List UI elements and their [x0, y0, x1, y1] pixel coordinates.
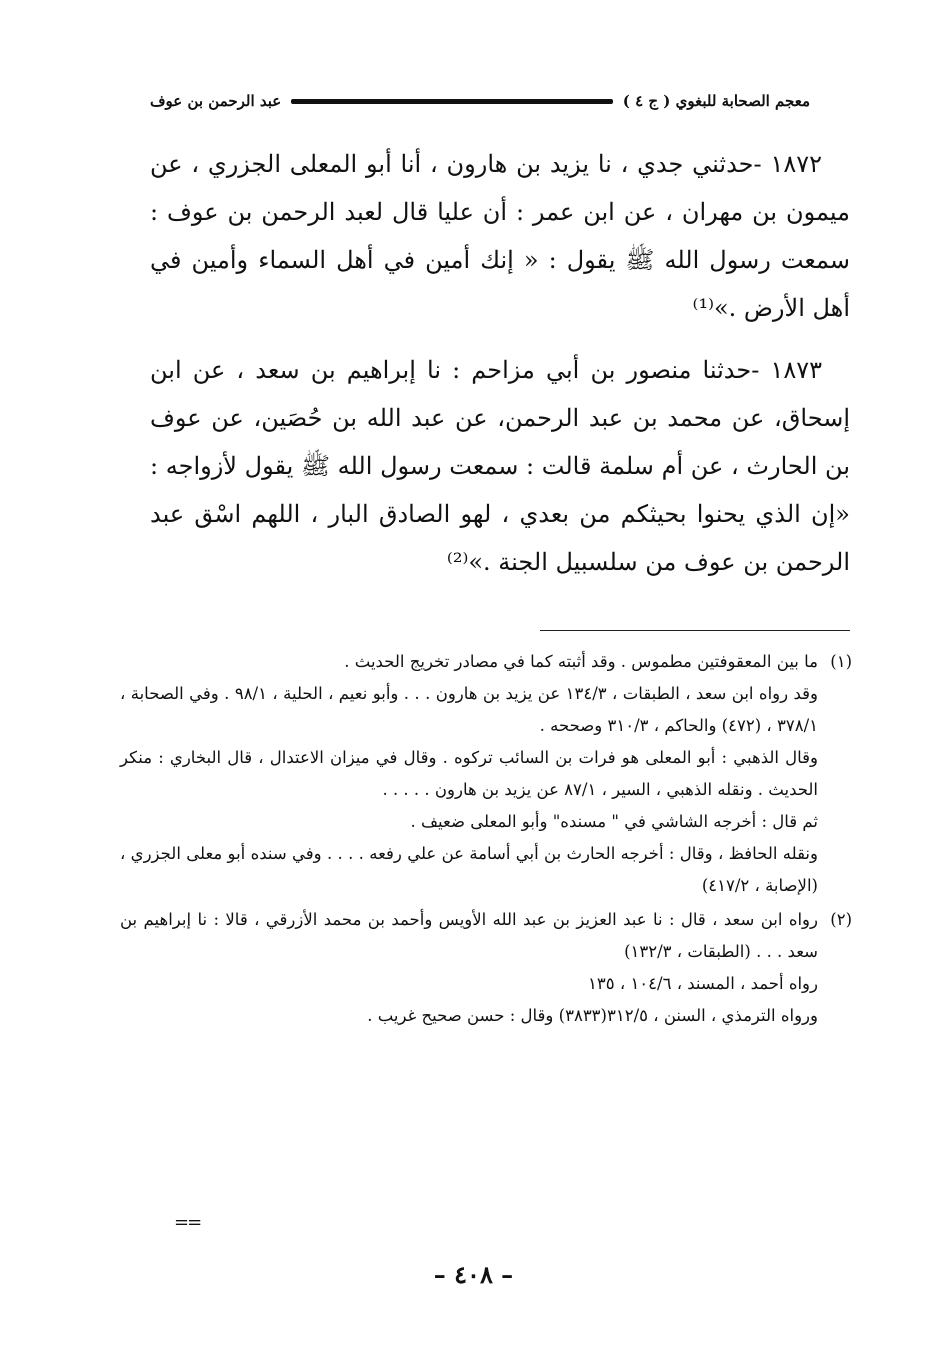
hadith-1872: ١٨٧٢ -حدثني جدي ، نا يزيد بن هارون ، أنا أبو المعلى الجزري ، عن ميمون بن مهران ، عن ابن عمر : أن عليا قال لعبد الرحمن بن عوف : سمعت رسول الله ﷺ يقول : « إنك أمين في أهل السماء وأمين في أهل الأرض .»⁽¹⁾ — [150, 150, 850, 322]
book-title: معجم الصحابة للبغوي ( ج ٤ ) — [622, 92, 810, 110]
end-marks: == — [174, 1212, 201, 1233]
footnote-line: ونقله الحافظ ، وقال : أخرجه الحارث بن أبي أسامة عن علي رفعه . . . . وفي سنده أبو معلى الجزري ، (الإصابة ، ٤١٧/٢) — [120, 844, 818, 895]
footnote-line: ما بين المعقوفتين مطموس . وقد أثبته كما في مصادر تخريج الحديث . — [344, 652, 818, 671]
page-number: – ٤٠٨ – — [433, 1260, 514, 1289]
main-text — [150, 140, 850, 600]
footnote-1 — [120, 646, 852, 902]
hadith-1873: ١٨٧٣ -حدثنا منصور بن أبي مزاحم : نا إبراهيم بن سعد ، عن ابن إسحاق، عن محمد بن عبد الرحمن، عن عبد الله بن حُصَين، عن عوف بن الحارث ، عن أم سلمة قالت : سمعت رسول الله ﷺ يقول لأزواجه : «إن الذي يحنوا بحيثكم من بعدي ، لهو الصادق البار ، اللهم اسْق عبد الرحمن بن عوف من سلسبيل الجنة .»⁽²⁾ — [150, 356, 850, 576]
footnotes — [120, 646, 852, 1034]
footnote-separator — [540, 630, 850, 631]
footnote-line: رواه أحمد ، المسند ، ١٠٤/٦ ، ١٣٥ — [588, 974, 818, 993]
running-header — [150, 84, 810, 118]
header-rule — [291, 99, 613, 104]
footnote-line: وقال الذهبي : أبو المعلى هو فرات بن السائب تركوه . وقال في ميزان الاعتدال ، قال البخاري : منكر الحديث . ونقله الذهبي ، السير ، ٨٧/١ عن يزيد بن هارون . . . . . — [120, 748, 818, 799]
footnote-2 — [120, 904, 852, 1032]
footnote-number: (٢) — [830, 910, 852, 929]
footnote-line: ورواه الترمذي ، السنن ، ٣١٢/٥(٣٨٣٣) وقال : حسن صحيح غريب . — [367, 1006, 818, 1025]
footnote-line: رواه ابن سعد ، قال : نا عبد العزيز بن عبد الله الأويس وأحمد بن محمد الأزرقي ، قالا : نا إبراهيم بن سعد . . . (الطبقات ، ١٣٢/٣) — [120, 910, 818, 961]
footnote-line: ثم قال : أخرجه الشاشي في " مسنده" وأبو المعلى ضعيف . — [410, 812, 818, 831]
footnote-line: وقد رواه ابن سعد ، الطبقات ، ١٣٤/٣ عن يزيد بن هارون . . . وأبو نعيم ، الحلية ، ٩٨/١ . وفي الصحابة ، ٣٧٨/١ ، (٤٧٢) والحاكم ، ٣١٠/٣ وصححه . — [120, 684, 819, 735]
chapter-title: عبد الرحمن بن عوف — [150, 92, 282, 110]
footnote-number: (١) — [830, 652, 852, 671]
